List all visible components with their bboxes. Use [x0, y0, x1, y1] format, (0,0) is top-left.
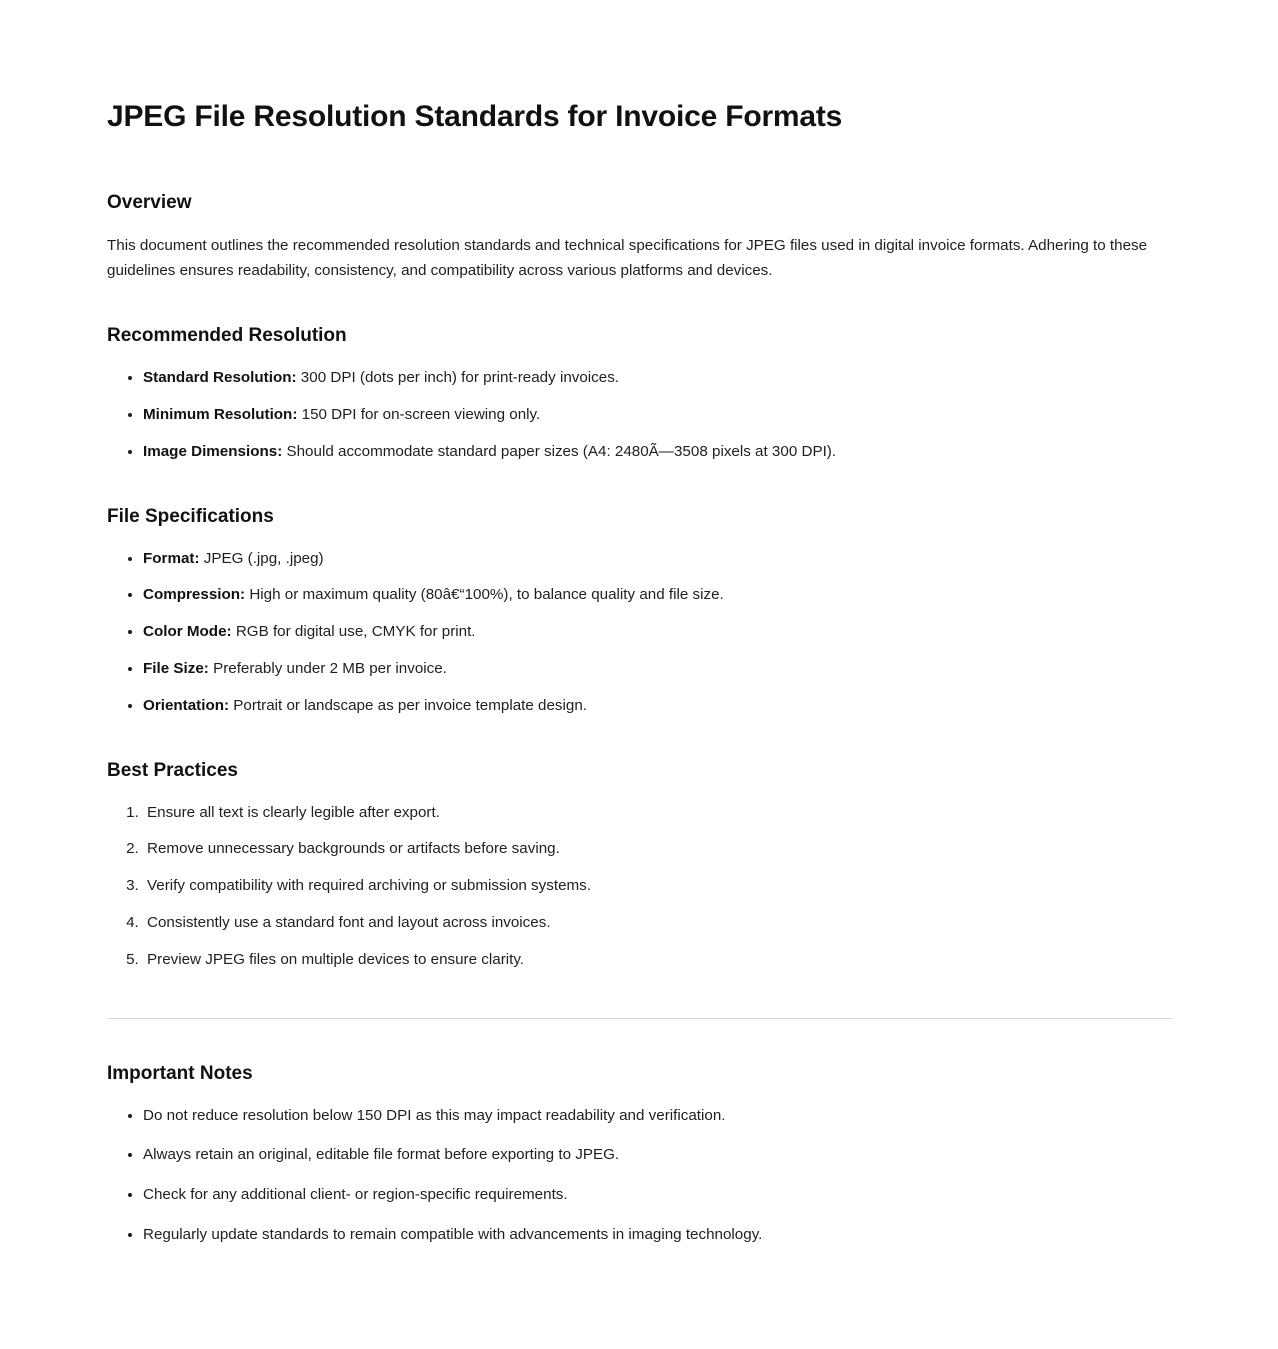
list-item: • Regularly update standards to remain compatible with advancements in imaging technology. — [143, 1224, 1173, 1247]
section-file-specifications — [107, 506, 1173, 718]
section-heading-overview: Overview — [107, 192, 192, 213]
list-item-text: Portrait or landscape as per invoice template design. — [229, 696, 588, 714]
section-overview — [107, 192, 1173, 283]
list-item — [143, 367, 1173, 390]
file-specifications-list — [107, 548, 1173, 718]
list-item-lead: Minimum Resolution: — [143, 406, 298, 424]
section-best-practices — [107, 760, 1173, 972]
list-item-text: 150 DPI for on-screen viewing only. — [297, 406, 541, 424]
overview-paragraph: This document outlines the recommended resolution standards and technical specifications for JPEG files used in digital invoice formats. Adhering to these guidelines ensures readability, consistency, and compatibility across various platforms and devices. — [107, 237, 1148, 279]
best-practices-list — [107, 802, 1173, 972]
section-heading-important-notes: Important Notes — [107, 1062, 253, 1084]
list-item-text: 300 DPI (dots per inch) for print-ready invoices. — [296, 369, 620, 387]
list-item-text: Should accommodate standard paper sizes (A4: 2480Ã—3508 pixels at 300 DPI). — [282, 442, 837, 460]
list-item-text: Preferably under 2 MB per invoice. — [208, 660, 447, 678]
list-item — [143, 621, 1173, 644]
section-heading-recommended-resolution: Recommended Resolution — [107, 325, 347, 347]
list-item-lead: Standard Resolution: — [143, 369, 297, 387]
list-item: 4. Consistently use a standard font and layout across invoices. — [143, 912, 1173, 935]
section-heading-file-specifications: File Specifications — [107, 505, 274, 527]
section-important-notes — [107, 1063, 1173, 1247]
list-item: • Always retain an original, editable file format before exporting to JPEG. — [143, 1144, 1173, 1167]
list-item-text: RGB for digital use, CMYK for print. — [231, 623, 476, 641]
list-item-text: JPEG (.jpg, .jpeg) — [199, 549, 324, 567]
section-heading-best-practices: Best Practices — [107, 759, 238, 781]
list-item-lead: File Size: — [143, 660, 209, 678]
list-item: 3. Verify compatibility with required archiving or submission systems. — [143, 875, 1173, 898]
list-item-lead: Format: — [143, 549, 200, 567]
list-item-lead: Color Mode: — [143, 623, 232, 641]
page-title: JPEG File Resolution Standards for Invoice Formats — [107, 100, 843, 133]
list-item: • Do not reduce resolution below 150 DPI as this may impact readability and verification. — [143, 1105, 1173, 1128]
list-item — [143, 695, 1173, 718]
list-item-lead: Compression: — [143, 586, 246, 604]
list-item — [143, 441, 1173, 464]
list-item — [143, 404, 1173, 427]
list-item: 5. Preview JPEG files on multiple devices to ensure clarity. — [143, 949, 1173, 972]
list-item — [143, 584, 1173, 607]
list-item-lead: Orientation: — [143, 696, 230, 714]
section-divider — [107, 1018, 1173, 1019]
list-item-text: High or maximum quality (80â€“100%), to balance quality and file size. — [245, 586, 724, 604]
important-notes-list — [107, 1105, 1173, 1247]
list-item: 2. Remove unnecessary backgrounds or artifacts before saving. — [143, 838, 1173, 861]
section-recommended-resolution — [107, 325, 1173, 463]
list-item-lead: Image Dimensions: — [143, 442, 283, 460]
list-item: • Check for any additional client- or region-specific requirements. — [143, 1184, 1173, 1207]
list-item — [143, 548, 1173, 571]
list-item: 1. Ensure all text is clearly legible after export. — [143, 802, 1173, 825]
recommended-resolution-list — [107, 367, 1173, 463]
list-item — [143, 658, 1173, 681]
